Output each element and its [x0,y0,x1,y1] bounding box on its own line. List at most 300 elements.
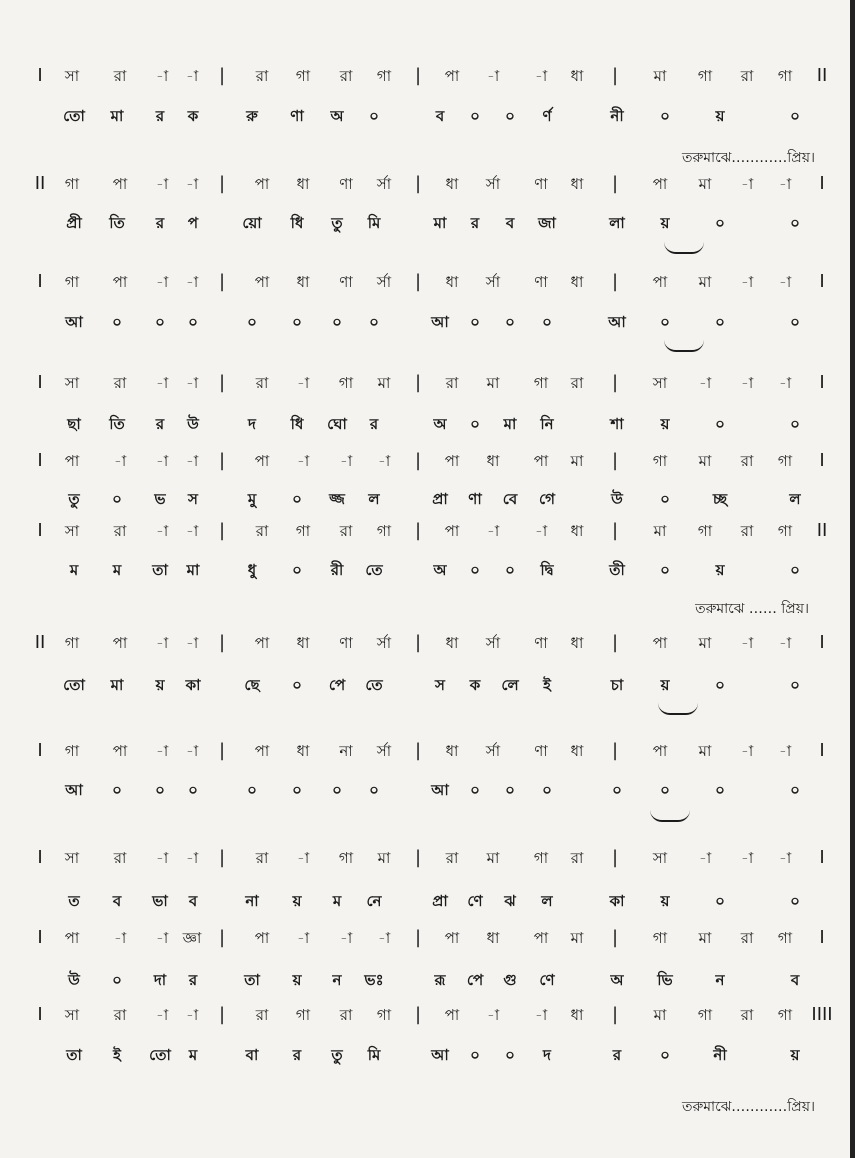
swara-note: পা [444,67,460,85]
lyric-syllable: তো [63,676,85,694]
barline: I [37,65,43,86]
barline: I [37,372,43,393]
swara-note: -া [339,452,353,470]
swara-note: -া [698,849,712,867]
lyric-syllable: স [435,676,445,694]
swara-note: রা [740,1006,754,1024]
lyric-syllable: লা [609,214,625,232]
barline: | [414,927,422,948]
lyric-syllable: তু [331,1046,343,1064]
barline: | [218,450,226,471]
barline: | [218,1004,226,1025]
swara-note: গা [777,929,793,947]
lyric-syllable: প্রা [432,892,448,910]
swara-note: ধা [445,742,459,760]
swara-note: গা [376,522,392,540]
barline: | [218,520,226,541]
lyric-syllable: ব [435,107,445,125]
swara-note: -া [778,175,792,193]
swara-note: র্সা [485,273,501,291]
swara-note: -া [155,742,169,760]
notation-row [0,451,855,481]
lyric-syllable: মি [367,1046,381,1064]
lyrics-row [0,675,855,705]
swara-note: পা [444,522,460,540]
lyric-syllable: ০ [660,490,670,508]
lyric-syllable: দা [153,971,167,989]
swara-note: পা [112,634,128,652]
swara-note: -া [740,175,754,193]
swara-note: -া [185,634,199,652]
swara-note: গা [64,175,80,193]
lyric-syllable: আ [608,313,626,331]
swara-note: গা [295,1006,311,1024]
swara-note: মা [486,374,500,392]
swara-note: -া [740,374,754,392]
lyric-syllable: ০ [660,561,670,579]
swara-note: গা [338,849,354,867]
swara-note: -া [155,67,169,85]
lyric-syllable: ০ [790,892,800,910]
lyric-syllable: দ [248,415,256,433]
swara-note: -া [296,374,310,392]
swara-note: -া [155,634,169,652]
swara-note: রা [255,522,269,540]
swara-note: -া [296,452,310,470]
lyric-syllable: ল [789,490,801,508]
lyric-syllable: তা [66,1046,82,1064]
swara-note: গা [697,522,713,540]
lyric-syllable: তা [152,561,168,579]
notation-row [0,521,855,551]
swara-note: রা [740,452,754,470]
swara-note: গা [697,1006,713,1024]
lyric-syllable: প্রী [66,214,82,232]
lyric-syllable: র [155,107,165,125]
barline: II [34,173,46,194]
swara-note: ধা [445,273,459,291]
swara-note: র্সা [376,742,392,760]
swara-note: -া [486,1006,500,1024]
swara-note: রা [255,67,269,85]
lyric-syllable: ০ [155,781,165,799]
swara-note: রা [113,374,127,392]
lyric-syllable: আ [431,313,449,331]
lyric-syllable: রু [246,107,258,125]
lyric-syllable: ম [188,1046,198,1064]
lyrics-row [0,970,855,1000]
lyric-syllable: আ [431,1046,449,1064]
barline: I [819,450,825,471]
swara-note: -া [296,849,310,867]
lyric-syllable: ০ [542,313,552,331]
lyrics-row [0,213,855,243]
lyric-syllable: ০ [188,313,198,331]
lyric-syllable: ০ [790,415,800,433]
lyric-syllable: উ [68,971,80,989]
slur-mark [658,703,698,715]
swara-note: -া [534,67,548,85]
swara-note: ণা [534,273,548,291]
lyric-syllable: র [155,415,165,433]
barline: | [414,372,422,393]
lyric-syllable: তো [63,107,85,125]
swara-note: ধা [570,522,584,540]
swara-note: র্সা [485,634,501,652]
lyric-syllable: ক [187,107,199,125]
swara-note: ণা [339,634,353,652]
swara-note: -া [740,273,754,291]
swara-note: জ্ঞা [182,929,202,947]
swara-note: -া [185,849,199,867]
swara-note: -া [740,849,754,867]
swara-note: ণা [534,634,548,652]
swara-note: গা [376,1006,392,1024]
notation-row [0,633,855,663]
barline: | [611,847,619,868]
lyric-syllable: ০ [715,892,725,910]
swara-note: ধা [445,175,459,193]
lyric-syllable: মা [110,107,124,125]
lyric-syllable: ০ [612,781,622,799]
lyrics-row [0,1045,855,1075]
swara-note: পা [64,452,80,470]
swara-note: রা [445,374,459,392]
lyric-syllable: মা [503,415,517,433]
swara-note: ধা [570,175,584,193]
barline: I [819,271,825,292]
barline: | [611,271,619,292]
lyric-syllable: ঝ [504,892,516,910]
lyric-syllable: ০ [505,561,515,579]
lyric-syllable: ০ [505,781,515,799]
lyric-syllable: র [188,971,198,989]
lyric-syllable: ০ [470,1046,480,1064]
lyric-syllable: ০ [332,313,342,331]
lyric-syllable: শা [610,415,624,433]
swara-note: -া [740,634,754,652]
lyric-syllable: ০ [660,781,670,799]
lyric-syllable: তা [244,971,260,989]
swara-note: -া [155,175,169,193]
swara-note: রা [740,522,754,540]
lyric-syllable: ০ [470,313,480,331]
lyric-syllable: ০ [292,490,302,508]
lyric-syllable: অ [433,561,447,579]
swara-note: রা [740,67,754,85]
swara-note: ধা [445,634,459,652]
swara-note: মা [653,1006,667,1024]
barline: I [37,740,43,761]
swara-note: গা [64,742,80,760]
barline: | [414,740,422,761]
barline: I [37,927,43,948]
swara-note: সা [64,522,80,540]
swara-note: -া [339,929,353,947]
lyrics-row [0,106,855,136]
slur-mark [664,340,704,352]
lyric-syllable: ন [332,971,342,989]
lyric-syllable: য় [715,107,725,125]
lyric-syllable: ল [541,892,553,910]
swara-note: মা [570,452,584,470]
lyric-syllable: ক [469,676,481,694]
barline: | [218,740,226,761]
swara-note: -া [155,929,169,947]
slur-mark [650,810,690,822]
lyric-syllable: য় [660,214,670,232]
swara-note: গা [777,522,793,540]
lyric-syllable: তী [609,561,625,579]
barline: | [414,847,422,868]
lyric-syllable: নে [366,892,382,910]
lyric-syllable: তু [68,490,80,508]
swara-note: -া [155,849,169,867]
notation-row [0,373,855,403]
lyric-syllable: ই [543,676,551,694]
refrain-marker: তরুমাঝে…………প্রিয়। [681,150,815,166]
barline: I [819,740,825,761]
lyric-syllable: ০ [715,781,725,799]
lyrics-row [0,560,855,590]
swara-note: -া [778,742,792,760]
swara-note: ধা [296,273,310,291]
swara-note: -া [377,929,391,947]
barline: | [218,927,226,948]
lyric-syllable: য় [292,971,302,989]
swara-note: ধা [570,67,584,85]
lyric-syllable: প্রা [432,490,448,508]
swara-note: পা [64,929,80,947]
lyric-syllable: ০ [505,313,515,331]
barline: | [414,450,422,471]
swara-note: -া [155,1006,169,1024]
swara-note: মা [653,522,667,540]
lyric-syllable: ভা [152,892,168,910]
swara-note: -া [740,742,754,760]
notation-row [0,66,855,96]
lyric-syllable: ০ [112,781,122,799]
lyric-syllable: রূ [434,971,446,989]
lyric-syllable: ছে [244,676,260,694]
swara-note: -া [155,374,169,392]
lyric-syllable: স [188,490,198,508]
barline: | [414,1004,422,1025]
swara-note: রা [113,67,127,85]
swara-note: -া [185,522,199,540]
swara-note: ধা [486,452,500,470]
lyric-syllable: ব [790,971,800,989]
lyric-syllable: ধু [247,561,257,579]
lyric-syllable: ০ [790,781,800,799]
barline: II [816,520,828,541]
swara-note: পা [254,634,270,652]
swara-note: -া [778,849,792,867]
swara-note: র্সা [485,742,501,760]
lyric-syllable: মা [433,214,447,232]
lyric-syllable: ল [368,490,380,508]
lyrics-row [0,891,855,921]
barline: | [611,927,619,948]
swara-note: -া [185,175,199,193]
swara-note: রা [113,1006,127,1024]
lyric-syllable: মি [367,214,381,232]
lyric-syllable: ঘো [327,415,347,433]
barline: | [611,173,619,194]
barline: | [611,520,619,541]
swara-note: রা [113,849,127,867]
lyric-syllable: পে [466,971,484,989]
lyric-syllable: ০ [470,561,480,579]
lyric-syllable: ০ [112,313,122,331]
barline: | [218,271,226,292]
swara-note: মা [698,175,712,193]
lyric-syllable: ০ [790,214,800,232]
lyric-syllable: আ [65,313,83,331]
page-edge [850,0,855,1158]
swara-note: মা [698,273,712,291]
swara-note: মা [377,849,391,867]
swara-note: রা [255,374,269,392]
swara-note: -া [778,273,792,291]
swara-note: পা [112,175,128,193]
swara-note: -া [185,452,199,470]
swara-note: গা [533,374,549,392]
lyric-syllable: ০ [247,781,257,799]
swara-note: ণা [534,175,548,193]
swara-note: র্সা [376,634,392,652]
lyrics-row [0,312,855,342]
lyric-syllable: ০ [112,490,122,508]
lyric-syllable: পে [328,676,346,694]
lyric-syllable: র [292,1046,302,1064]
lyric-syllable: ণা [290,107,304,125]
barline: I [37,847,43,868]
barline: | [414,65,422,86]
lyric-syllable: আ [65,781,83,799]
lyric-syllable: নী [610,107,624,125]
barline: | [414,632,422,653]
swara-note: -া [778,374,792,392]
swara-note: মা [698,452,712,470]
lyric-syllable: ০ [292,313,302,331]
lyric-syllable: ণে [539,971,555,989]
swara-note: পা [444,1006,460,1024]
swara-note: পা [652,634,668,652]
lyric-syllable: তি [109,415,125,433]
lyrics-row [0,489,855,519]
lyric-syllable: কা [609,892,625,910]
swara-note: রা [339,1006,353,1024]
barline: | [218,632,226,653]
lyric-syllable: মু [247,490,257,508]
lyric-syllable: অ [433,415,447,433]
swara-note: গা [533,849,549,867]
lyric-syllable: য় [660,676,670,694]
notation-row [0,741,855,771]
lyric-syllable: আ [431,781,449,799]
swara-note: র্সা [376,175,392,193]
swara-note: -া [185,1006,199,1024]
lyric-syllable: নি [540,415,554,433]
swara-note: রা [445,849,459,867]
swara-note: পা [652,742,668,760]
lyric-syllable: য় [155,676,165,694]
lyric-syllable: য় [790,1046,800,1064]
lyric-syllable: প [187,214,199,232]
lyric-syllable: উ [187,415,199,433]
swara-note: পা [533,929,549,947]
notation-row [0,174,855,204]
lyric-syllable: চা [610,676,624,694]
swara-note: পা [254,742,270,760]
barline: | [611,450,619,471]
swara-note: ণা [534,742,548,760]
lyric-syllable: ন [715,971,725,989]
barline: I [819,173,825,194]
lyric-syllable: ণে [467,892,483,910]
refrain-marker: তরুমাঝে …… প্রিয়। [695,601,809,617]
lyric-syllable: ০ [470,415,480,433]
barline: | [414,271,422,292]
barline: I [819,847,825,868]
swara-note: গা [697,67,713,85]
lyric-syllable: ধি [290,415,304,433]
swara-note: -া [698,374,712,392]
swara-note: -া [155,522,169,540]
lyric-syllable: দ্বি [540,561,554,579]
lyric-syllable: মা [186,561,200,579]
lyric-syllable: ০ [505,107,515,125]
swara-note: গা [652,452,668,470]
barline: | [414,520,422,541]
swara-note: পা [254,452,270,470]
lyric-syllable: ব [505,214,515,232]
swara-note: -া [113,452,127,470]
lyric-syllable: ০ [292,561,302,579]
refrain-marker: তরুমাঝে…………প্রিয়। [681,1099,815,1115]
barline: I [37,520,43,541]
lyric-syllable: র [612,1046,622,1064]
lyric-syllable: ০ [369,313,379,331]
swara-note: ধা [486,929,500,947]
swara-note: -া [113,929,127,947]
lyric-syllable: র [470,214,480,232]
swara-note: সা [64,1006,80,1024]
barline: | [218,65,226,86]
swara-note: পা [254,273,270,291]
lyric-syllable: ০ [542,781,552,799]
swara-note: মা [698,929,712,947]
swara-note: ধা [296,742,310,760]
barline: I [37,271,43,292]
swara-note: গা [652,929,668,947]
lyric-syllable: ০ [715,415,725,433]
lyric-syllable: ০ [790,313,800,331]
notation-row [0,272,855,302]
swara-note: পা [652,175,668,193]
swara-note: গা [777,1006,793,1024]
swara-note: পা [444,452,460,470]
lyric-syllable: য় [292,892,302,910]
lyric-syllable: ০ [470,781,480,799]
swara-note: গা [777,67,793,85]
swara-note: -া [377,452,391,470]
swara-note: -া [534,522,548,540]
lyric-syllable: অ [330,107,344,125]
swara-note: -া [778,634,792,652]
swara-note: গা [376,67,392,85]
